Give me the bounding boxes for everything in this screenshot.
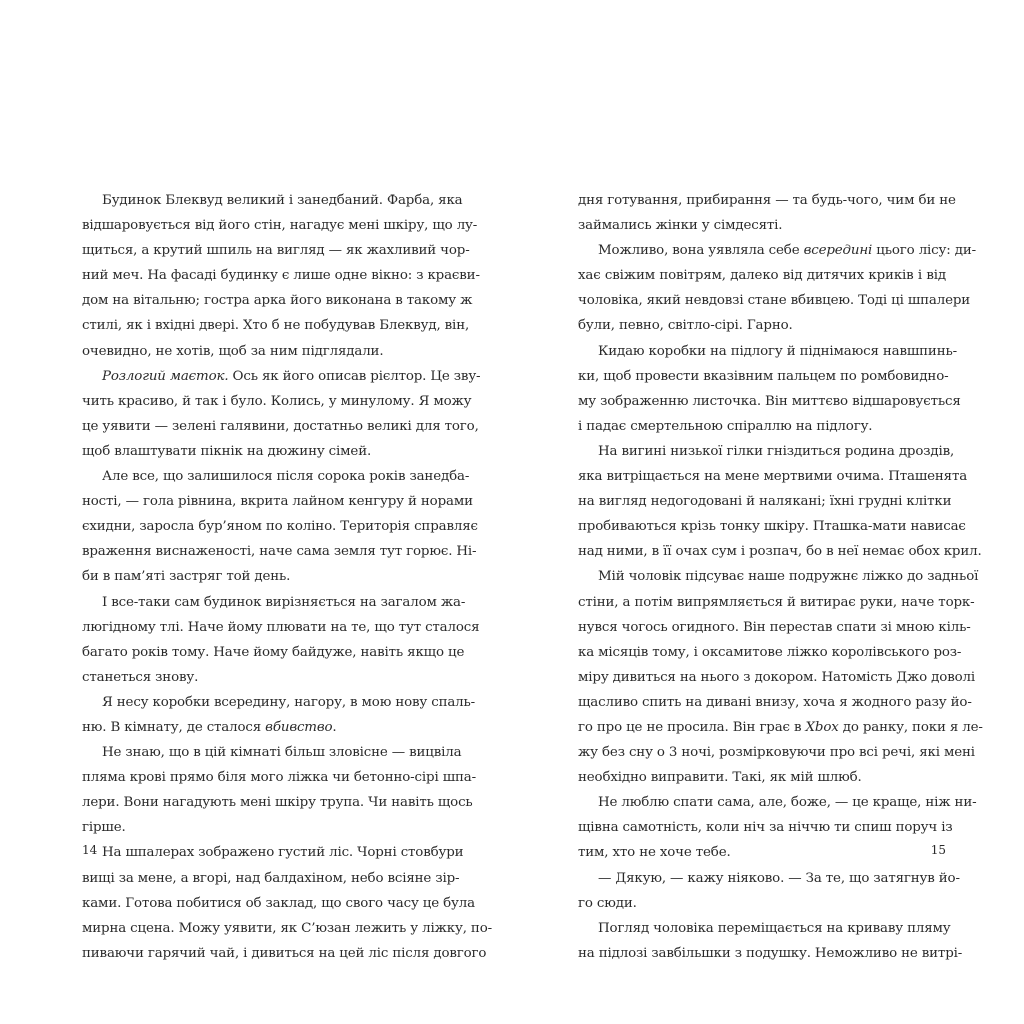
text-line: відшаровується від його стін, нагадує мені шкіру, що лу- [82, 218, 478, 234]
line-text-tail: цього лісу: ди- [872, 243, 976, 259]
text-line: мирна сцена. Можу уявити, як С’юзан лежить у ліжку, по- [82, 920, 492, 936]
page-number-left: 14 [82, 843, 98, 857]
text-line: хає свіжим повітрям, далеко від дитячих криків і від [578, 268, 946, 284]
text-line: стилі, як і вхідні двері. Хто б не побудував Блеквуд, він, [82, 318, 470, 334]
text-line: щасливо спить на дивані внизу, хоча я жодного разу йо- [578, 694, 972, 710]
text-line: лери. Вони нагадують мені шкіру трупа. Чи навіть щось [82, 795, 473, 811]
text-line: На шпалерах зображено густий ліс. Чорні стовбури [102, 845, 464, 861]
text-line: міру дивиться на нього з докором. Натомість Джо доволі [578, 669, 975, 685]
text-line: багато років тому. Наче йому байдуже, навіть якщо це [82, 644, 465, 660]
text-line: пробиваються крізь тонку шкіру. Пташка-мати нависає [578, 519, 966, 535]
text-line [82, 715, 450, 740]
text-line: станеться знову. [82, 669, 199, 685]
text-line: займались жінки у сімдесяті. [578, 218, 783, 234]
text-line: це уявити — зелені галявини, достатньо великі для того, [82, 418, 479, 434]
text-line: дня готування, прибирання — та будь-чого, чим би не [578, 193, 956, 208]
text-line: На вигині низької гілки гніздиться родина дроздів, [598, 443, 955, 459]
text-line: му зображенню листочка. Він миттєво відшаровується [578, 393, 961, 409]
text-line: го сюди. [578, 895, 637, 911]
text-line: нувся чогось огидного. Він перестав спати зі мною кіль- [578, 619, 971, 635]
text-line: ка місяців тому, і оксамитове ліжко королівського роз- [578, 644, 962, 660]
text-line: ками. Готова побитися об заклад, що свого часу це була [82, 895, 475, 911]
text-line: Не люблю спати сама, але, боже, — це краще, ніж ни- [598, 795, 977, 811]
text-line: дом на вітальню; гостра арка його виконана в такому ж [82, 293, 473, 309]
text-line: люгідному тлі. Наче йому плювати на те, що тут сталося [82, 619, 480, 635]
text-line: Погляд чоловіка переміщається на криваву пляму [598, 920, 951, 936]
text-line: над ними, в її очах сум і розпач, бо в неї немає обох крил. [578, 544, 982, 560]
text-line: І все-таки сам будинок вирізняється на загалом жа- [102, 594, 466, 610]
text-line [578, 238, 976, 263]
text-line: на вигляд недогодовані й налякані; їхні грудні клітки [578, 494, 952, 510]
text-line: ки, щоб провести вказівним пальцем по ромбовидно- [578, 368, 949, 384]
text-line: очевидно, не хотів, щоб за ним підглядали. [82, 343, 384, 359]
text-line: щівна самотність, коли ніч за ніччю ти спиш поруч із [578, 820, 953, 836]
italic-phrase: Xbox [805, 719, 839, 735]
line-text-tail: до ранку, поки я ле- [838, 719, 983, 735]
text-line [578, 715, 983, 740]
page-number-right: 15 [930, 843, 946, 857]
text-line: яка витріщається на мене мертвими очима. Пташенята [578, 469, 968, 485]
text-line: — Дякую, — кажу ніяково. — За те, що затягнув йо- [598, 870, 960, 886]
text-line: Але все, що залишилося після сорока років занедба- [102, 469, 470, 485]
text-line: і падає смертельною спіраллю на підлогу. [578, 418, 873, 434]
right-page [578, 188, 983, 966]
text-line: Не знаю, що в цій кімнаті більш зловісне — вицвіла [102, 745, 462, 761]
text-line: ності, — гола рівнина, вкрита лайном кенгуру й норами [82, 494, 473, 510]
line-text: Ось як його описав рієлтор. Це зву- [228, 368, 481, 384]
text-line: Мій чоловік підсуває наше подружнє ліжко до задньої [598, 569, 979, 585]
line-text-tail: . [332, 719, 337, 735]
text-line: чить красиво, й так і було. Колись, у минулому. Я можу [82, 393, 472, 409]
text-line: стіни, а потім випрямляється й витирає руки, наче торк- [578, 594, 975, 610]
text-line: єхидни, заросла бур’яном по коліно. Територія справляє [82, 519, 478, 535]
left-page [82, 188, 492, 966]
text-line: би в пам’яті застряг той день. [82, 569, 291, 585]
text-line: вищі за мене, а вгорі, над балдахіном, небо всіяне зір- [82, 870, 460, 886]
line-text: ню. В кімнату, де сталося [82, 719, 266, 735]
text-line: необхідно виправити. Такі, як мій шлюб. [578, 770, 862, 786]
text-line: на підлозі завбільшки з подушку. Неможливо не витрі- [578, 945, 963, 961]
text-line: щоб влаштувати пікнік на дюжину сімей. [82, 443, 372, 459]
text-line: були, певно, світло-сірі. Гарно. [578, 318, 793, 334]
text-line: Я несу коробки всередину, нагору, в мою нову спаль- [102, 694, 476, 710]
text-line: чоловіка, який невдовзі стане вбивцею. Тоді ці шпалери [578, 293, 971, 309]
text-line: тим, хто не хоче тебе. [578, 845, 731, 861]
text-line: гірше. [82, 820, 126, 836]
line-text: го про це не просила. Він грає в [578, 719, 806, 735]
line-text: Можливо, вона уявляла себе [598, 243, 804, 259]
text-line: враження виснаженості, наче сама земля тут горює. Ні- [82, 544, 477, 560]
text-line: жу без сну о 3 ночі, розмірковуючи про всі речі, які мені [578, 745, 975, 761]
italic-phrase: вбивство [265, 719, 333, 735]
text-line: Кидаю коробки на підлогу й піднімаюся навшпинь- [598, 343, 957, 359]
text-line: Будинок Блеквуд великий і занедбаний. Фарба, яка [102, 193, 463, 208]
text-line: пиваючи гарячий чай, і дивиться на цей ліс після довгого [82, 945, 487, 961]
italic-phrase: Розлогий маєток. [102, 368, 229, 384]
text-line: пляма крові прямо біля мого ліжка чи бетонно-сірі шпа- [82, 770, 476, 786]
italic-phrase: всередині [803, 243, 873, 259]
text-line [82, 364, 481, 389]
text-line: щиться, а крутий шпиль на вигляд — як жахливий чор- [82, 243, 470, 259]
text-line: ний меч. На фасаді будинку є лише одне вікно: з краєви- [82, 268, 480, 284]
